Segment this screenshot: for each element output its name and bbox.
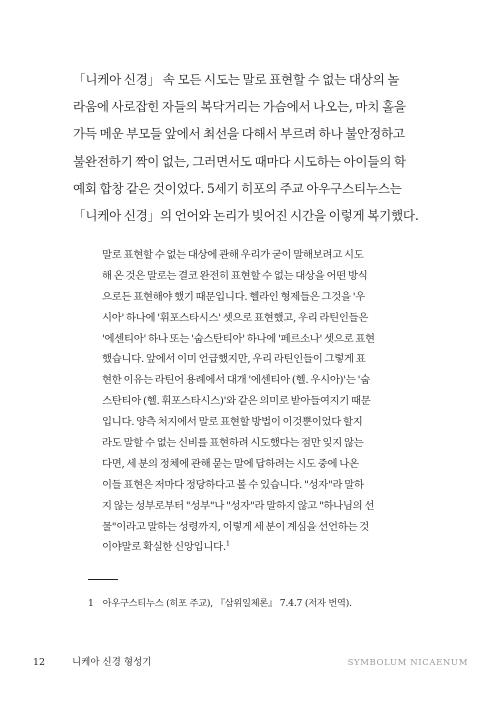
quote-line: 다면, 세 분의 정체에 관해 묻는 말에 답하려는 시도 중에 나온 [102,457,359,470]
body-paragraph [73,66,433,229]
quote-line: 이들 표현은 저마다 정당하다고 볼 수 있습니다. "성자"라 말하 [102,478,364,491]
body-line: 불완전하기 짝이 없는, 그러면서도 때마다 시도하는 아이들의 학 [73,153,406,169]
quote-line: 해 온 것은 말로는 결코 완전히 표현할 수 없는 대상을 어떤 방식 [102,269,368,282]
body-line: 「니케아 신경」 속 모든 시도는 말로 표현할 수 없는 대상의 놀 [73,72,400,87]
quote-line: 말로 표현할 수 없는 대상에 관해 우리가 굳이 말해보려고 시도 [102,249,364,261]
body-line: 「니케아 신경」의 언어와 논리가 빚어진 시간을 이렇게 복기했다. [73,207,419,223]
quote-line: 시아' 하나에 '휘포스타시스' 셋으로 표현했고, 우리 라틴인들은 [102,311,369,324]
quote-line: 현한 이유는 라틴어 용례에서 대개 '에센티아 (헬. 우시아)'는 '숩 [102,374,370,387]
quote-line: 라도 말할 수 없는 신비를 표현하려 시도했다는 점만 잊지 않는 [102,437,364,450]
quote-line: 물"이라고 말하는 성령까지, 이렇게 세 분이 계심을 선언하는 것 [102,520,369,533]
quote-line: 지 않는 성부로부터 "성부"나 "성자"라 말하지 않고 "하나님의 선 [102,499,375,512]
footnote [88,597,352,611]
footnote-divider [88,579,118,580]
running-book-title: 니케아 신경 형성기 [72,657,152,668]
body-line: 가득 메운 부모들 앞에서 최선을 다해서 부르려 하나 불안정하고 [73,126,405,142]
body-line: 예회 합창 같은 것이었다. 5세기 히포의 주교 아우구스티누스는 [73,180,402,196]
quote-line: 으로든 표현해야 했기 때문입니다. 헬라인 형제들은 그것을 '우 [102,290,366,303]
quote-line-last [102,537,407,558]
quote-line-text: 이야말로 확실한 신앙입니다. [102,541,226,554]
page-footer [0,655,500,671]
footnote-marker[interactable]: 1 [225,540,230,548]
footnote-text: 아우구스티누스 (히포 주교), 『삼위일체론』 7.4.7 (저자 번역). [102,598,352,609]
footnote-number: 1 [88,598,94,609]
quote-line: 했습니다. 앞에서 이미 언급했지만, 우리 라틴인들이 그렇게 표 [102,353,366,366]
quote-line: 스탄티아 (헬. 휘포스타시스)'와 같은 의미로 받아들여지기 때문 [102,395,371,408]
running-series-title: SYMBOLUM NICAENUM [347,658,468,668]
quote-line: 입니다. 양측 처지에서 말로 표현할 방법이 이것뿐이었다 할지 [102,416,363,429]
body-line: 라움에 사로잡힌 자들의 복닥거리는 가슴에서 나오는, 마치 홀을 [73,99,406,115]
page-number: 12 [33,657,46,668]
quote-line: '에센티아' 하나 또는 '숩스탄티아' 하나에 '페르소나' 셋으로 표현 [102,332,375,345]
block-quote [102,245,407,558]
